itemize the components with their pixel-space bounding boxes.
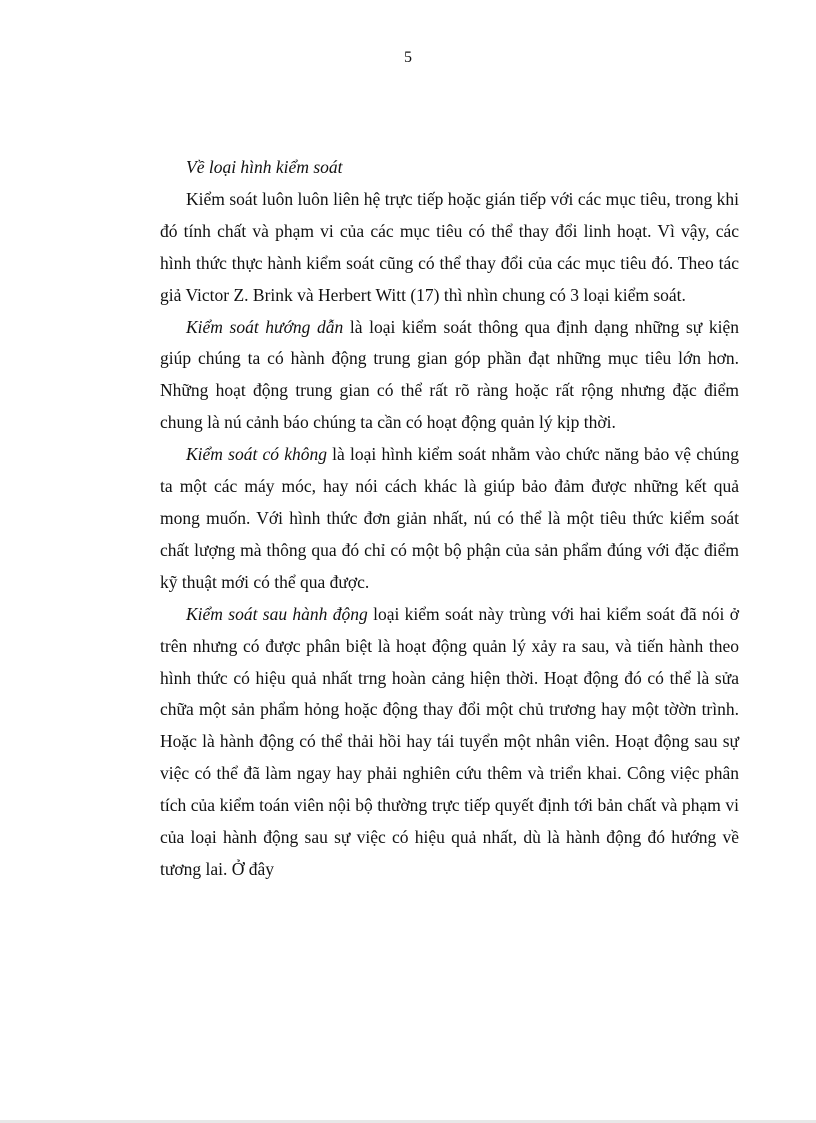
section-heading: Về loại hình kiểm soát [186,157,343,177]
body-text [160,152,739,886]
paragraph-intro [160,184,739,312]
page-number: 5 [404,49,412,66]
paragraph-text: là loại kiểm soát thông qua định dạng những sự kiện giúp chúng ta có hành động trung gian góp phần đạt những mục tiêu lớn hơn. Những hoạt động trung gian có thể rất rõ ràng hoặc rất rộng nhưng đặc điểm chung là nú cảnh báo chúng ta cần có hoạt động quản lý kịp thời. [160,316,739,433]
paragraph-yes-no-control [160,439,739,599]
paragraph-post-action-control [160,599,739,886]
paragraph-text: loại kiểm soát này trùng với hai kiểm soát đã nói ở trên nhưng có được phân biệt là hoạt động quản lý xảy ra sau, và tiến hành theo hình thức có hiệu quả nhất trng hoàn cảng hiện thời. Hoạt động đó có thể là sửa chữa một sản phẩm hỏng hoặc động thay đổi một chủ trương hay một tờờn trình. Hoặc là hành động có thể thải hồi hay tái tuyển một nhân viên. Hoạt động sau sự việc có thể đã làm ngay hay phải nghiên cứu thêm và triển khai. Công việc phân tích của kiểm toán viên nội bộ thường trực tiếp quyết định tới bản chất và phạm vi của loại hành động sau sự việc có hiệu quả nhất, dù là hành động đó hướng về tương lai. Ở đây [160,603,739,879]
paragraph-term: Kiểm soát có không [186,444,327,465]
paragraph-guidance-control [160,312,739,440]
paragraph-text: là loại hình kiểm soát nhằm vào chức năng bảo vệ chúng ta một các máy móc, hay nói cách khác là giúp bảo đảm được những kết quả mong muốn. Với hình thức đơn giản nhất, nú có thể là một tiêu thức kiểm soát chất lượng mà thông qua đó chỉ có một bộ phận của sản phẩm đúng với đặc điểm kỹ thuật mới có thể qua được. [160,444,739,592]
paragraph-term: Kiểm soát sau hành động [186,603,368,624]
paragraph-term: Kiểm soát hướng dẫn [186,316,344,337]
paragraph-text: Kiểm soát luôn luôn liên hệ trực tiếp hoặc gián tiếp với các mục tiêu, trong khi đó tính chất và phạm vi của các mục tiêu có thể thay đổi linh hoạt. Vì vậy, các hình thức thực hành kiểm soát cũng có thể thay đổi của các mục tiêu đó. Theo tác giả Victor Z. Brink và Herbert Witt (17) thì nhìn chung có 3 loại kiểm soát. [160,188,739,305]
